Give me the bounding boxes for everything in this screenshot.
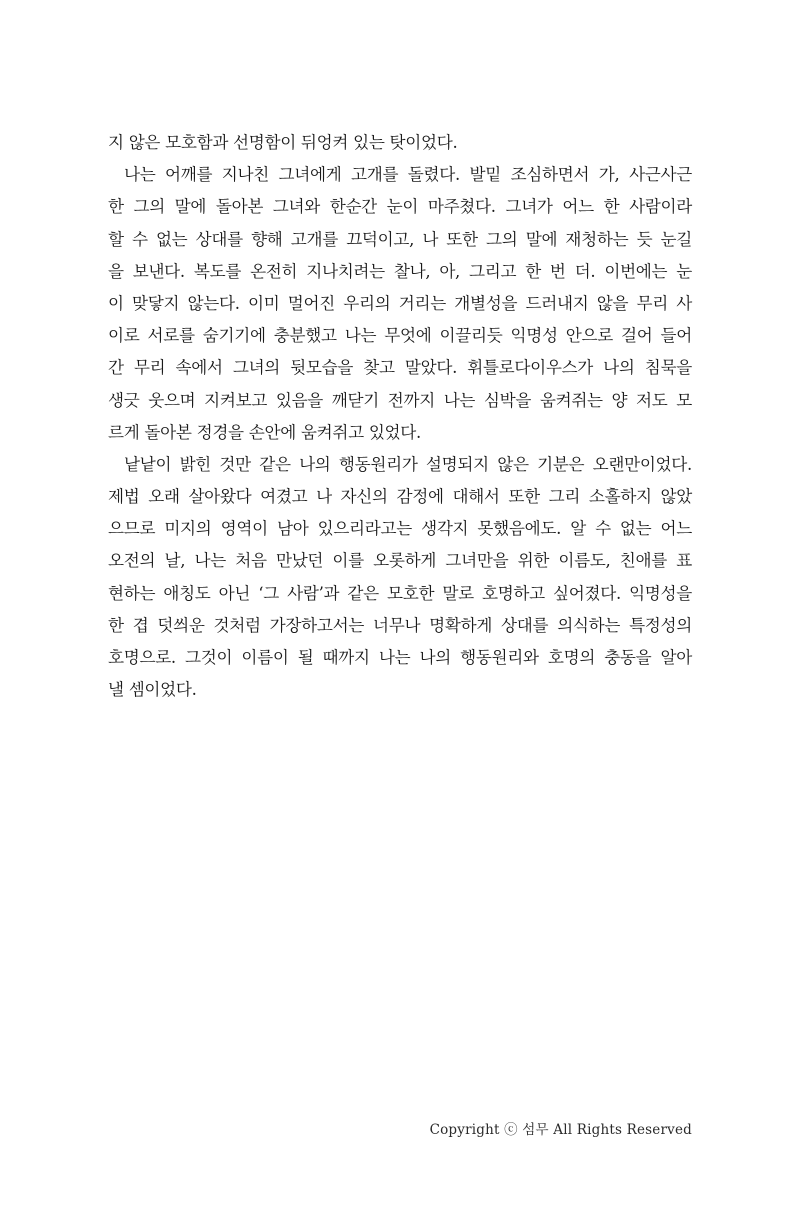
text-line: 생긋 웃으며 지켜보고 있음을 깨닫기 전까지 나는 심박을 움켜쥐는 양 저도 모 <box>108 390 692 410</box>
text-line: 낱낱이 밝힌 것만 같은 나의 행동원리가 설명되지 않은 기분은 오랜만이었다. <box>124 454 692 474</box>
text-line: 제법 오래 살아왔다 여겼고 나 자신의 감정에 대해서 또한 그리 소홀하지 않았 <box>108 487 692 507</box>
copyright-footer: Copyright ⓒ 섬무 All Rights Reserved <box>429 1122 692 1138</box>
text-line: 간 무리 속에서 그녀의 뒷모습을 찾고 말았다. 휘틀로다이우스가 나의 침묵을 <box>108 358 692 378</box>
text-line: 할 수 없는 상대를 향해 고개를 끄덕이고, 나 또한 그의 말에 재청하는 듯 눈길 <box>108 229 693 249</box>
text-line: 으므로 미지의 영역이 남아 있으리라고는 생각지 못했음에도. 알 수 없는 어느 <box>108 519 692 539</box>
text-line: 한 겹 덧씌운 것처럼 가장하고서는 너무나 명확하게 상대를 의식하는 특정성의 <box>108 615 692 635</box>
text-line: 이 맞닿지 않는다. 이미 멀어진 우리의 거리는 개별성을 드러내지 않을 무리 사 <box>108 293 692 313</box>
text-line: 나는 어깨를 지나친 그녀에게 고개를 돌렸다. 발밑 조심하면서 가, 사근사근 <box>124 165 692 185</box>
text-line: 한 그의 말에 돌아본 그녀와 한순간 눈이 마주쳤다. 그녀가 어느 한 사람이라 <box>108 197 692 217</box>
text-line: 낼 셈이었다. <box>108 680 197 700</box>
text-line: 지 않은 모호함과 선명함이 뒤엉켜 있는 탓이었다. <box>108 133 458 152</box>
text-line: 오전의 날, 나는 처음 만났던 이를 오롯하게 그녀만을 위한 이름도, 친애를 표 <box>108 551 692 571</box>
body-text <box>108 127 692 706</box>
text-line: 호명으로. 그것이 이름이 될 때까지 나는 나의 행동원리와 호명의 충동을 알아 <box>108 648 692 667</box>
text-line: 을 보낸다. 복도를 온전히 지나치려는 찰나, 아, 그리고 한 번 더. 이번에는 눈 <box>108 261 692 281</box>
text-line: 이로 서로를 숨기기에 충분했고 나는 무엇에 이끌리듯 익명성 안으로 걸어 들어 <box>108 326 692 346</box>
text-line: 르게 돌아본 정경을 손안에 움켜쥐고 있었다. <box>108 422 421 442</box>
text-line: 현하는 애칭도 아닌 ‘그 사람’과 같은 모호한 말로 호명하고 싶어졌다. 익명성을 <box>108 583 692 603</box>
